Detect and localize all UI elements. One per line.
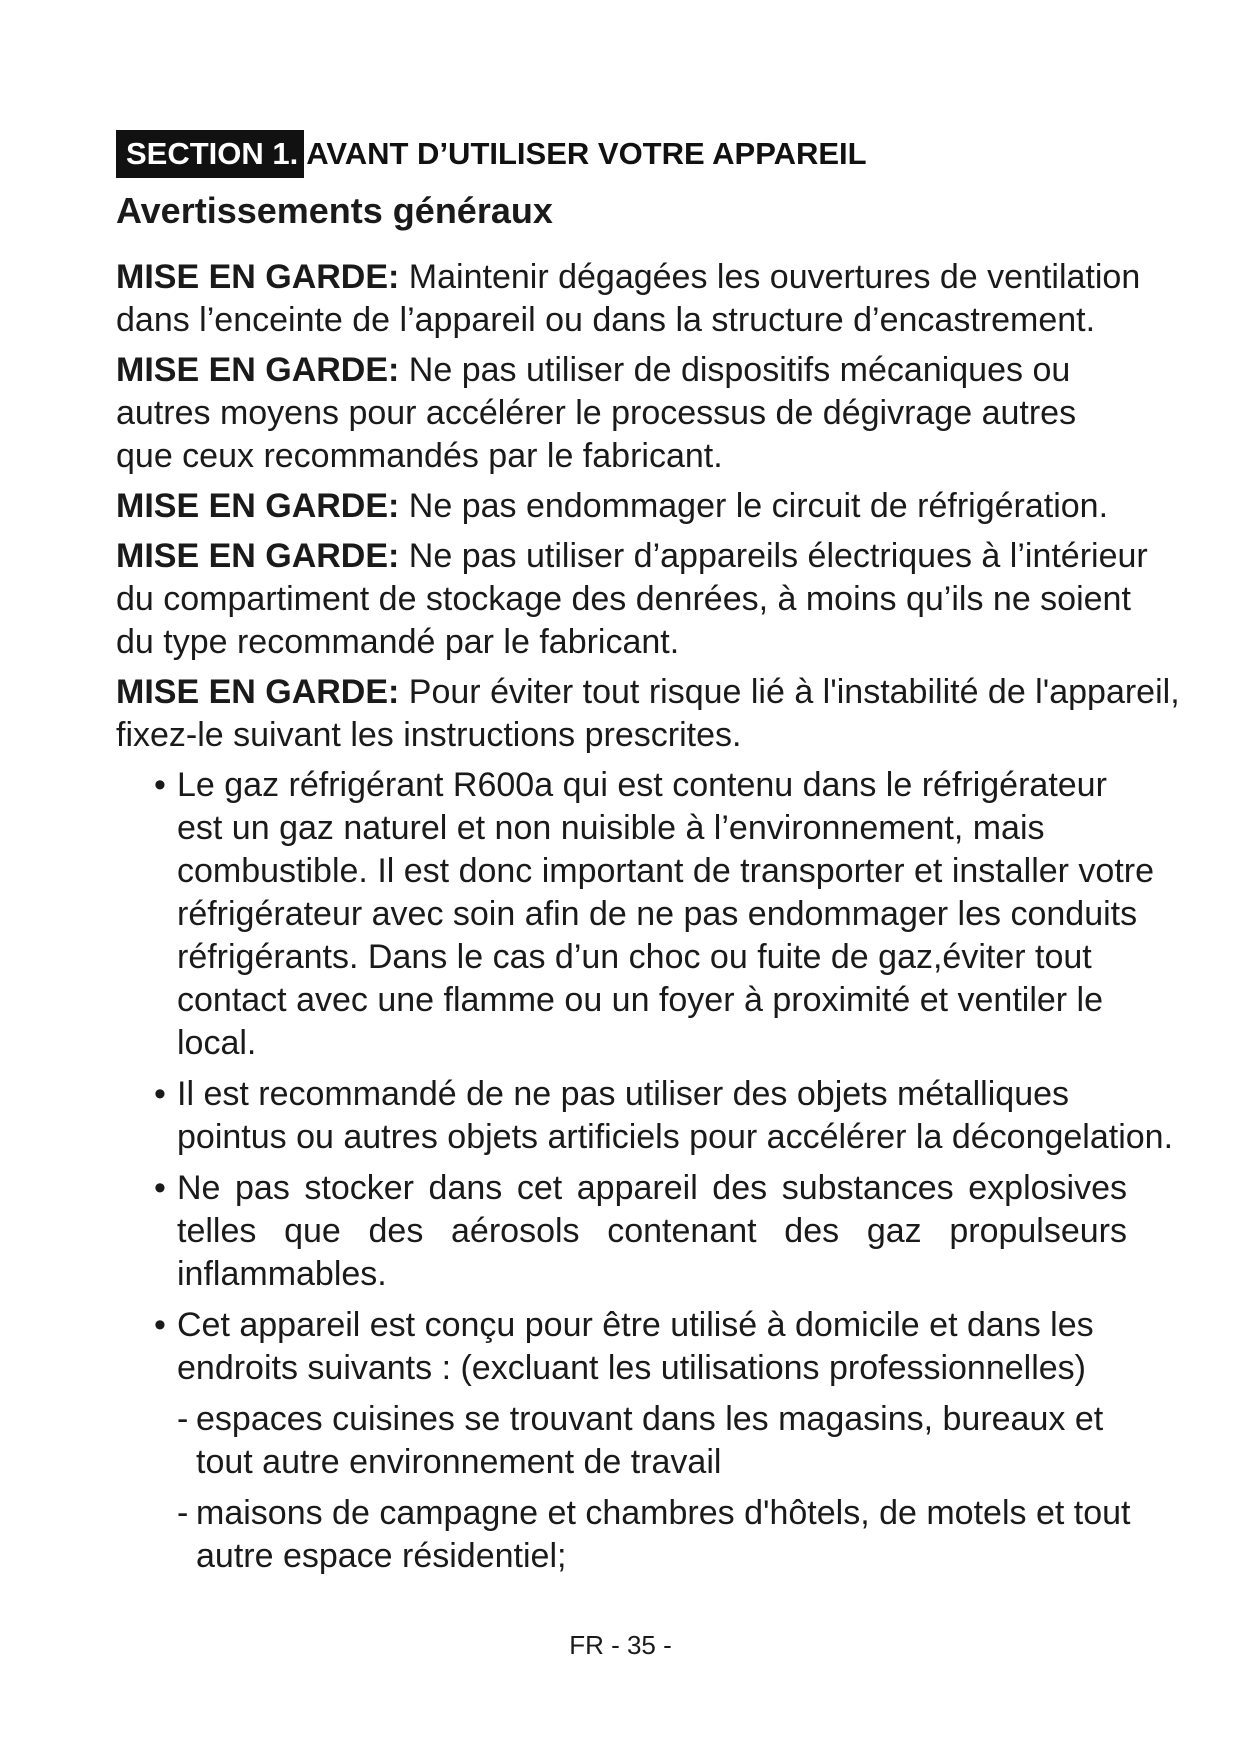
list-item-line: est un gaz naturel et non nuisible à l’environnement, mais xyxy=(177,809,1045,847)
list-item-line: combustible. Il est donc important de transporter et installer votre xyxy=(177,852,1155,890)
bullet-marker: • xyxy=(154,1169,166,1207)
warning-line: Maintenir dégagées les ouvertures de ventilation xyxy=(399,258,1141,296)
section-header xyxy=(116,130,867,178)
list-item-line: endroits suivants : (excluant les utilisations professionnelles) xyxy=(177,1349,1087,1387)
sub-list-item-line: maisons de campagne et chambres d'hôtels, de motels et tout xyxy=(196,1494,1131,1532)
page-subtitle: Avertissements généraux xyxy=(116,190,553,231)
section-title: AVANT D’UTILISER VOTRE APPAREIL xyxy=(306,136,867,171)
sub-list-item-line: autre espace résidentiel; xyxy=(196,1537,567,1575)
page-number: FR - 35 - xyxy=(569,1630,672,1660)
list-item xyxy=(116,1167,1241,1296)
warning-lead: MISE EN GARDE: xyxy=(116,258,400,296)
list-item xyxy=(116,1073,1241,1159)
warning-line: que ceux recommandés par le fabricant. xyxy=(116,437,723,475)
sub-list-item-line: tout autre environnement de travail xyxy=(196,1443,722,1481)
warning-line: du type recommandé par le fabricant. xyxy=(116,623,680,661)
warning-lead: MISE EN GARDE: xyxy=(116,673,400,711)
dash-marker: - xyxy=(177,1494,189,1532)
warning-line: Ne pas utiliser d’appareils électriques à l’intérieur xyxy=(399,537,1148,575)
list-item xyxy=(116,764,1241,1065)
warning-line: Pour éviter tout risque lié à l'instabilité de l'appareil, xyxy=(399,673,1180,711)
bullet-list xyxy=(116,764,1241,1578)
warning-line: Ne pas endommager le circuit de réfrigération. xyxy=(399,487,1109,525)
warning-lead: MISE EN GARDE: xyxy=(116,487,400,525)
sub-list-item xyxy=(116,1398,1241,1484)
warning-lead: MISE EN GARDE: xyxy=(116,537,400,575)
list-item xyxy=(116,1304,1241,1390)
warning-line: dans l’enceinte de l’appareil ou dans la structure d’encastrement. xyxy=(116,301,1096,339)
warning-line: du compartiment de stockage des denrées, à moins qu’ils ne soient xyxy=(116,580,1131,618)
list-item-line: contact avec une flamme ou un foyer à proximité et ventiler le xyxy=(177,981,1104,1019)
list-item-line: Il est recommandé de ne pas utiliser des objets métalliques xyxy=(177,1075,1070,1113)
section-badge: SECTION 1. xyxy=(116,130,304,178)
list-item-line: Le gaz réfrigérant R600a qui est contenu dans le réfrigérateur xyxy=(177,766,1107,804)
warning-lead: MISE EN GARDE: xyxy=(116,351,400,389)
list-item-line: pointus ou autres objets artificiels pour accélérer la décongelation. xyxy=(177,1118,1174,1156)
list-item-line: local. xyxy=(177,1024,257,1062)
list-item-line: Cet appareil est conçu pour être utilisé à domicile et dans les xyxy=(177,1306,1094,1344)
list-item-line: telles que des aérosols contenant des gaz propulseurs xyxy=(177,1212,1127,1250)
sub-list-item-line: espaces cuisines se trouvant dans les magasins, bureaux et xyxy=(196,1400,1104,1438)
bullet-marker: • xyxy=(154,1075,166,1113)
bullet-marker: • xyxy=(154,1306,166,1344)
warning-line: fixez-le suivant les instructions prescrites. xyxy=(116,716,742,754)
warning-paragraph xyxy=(116,535,1241,664)
warning-line: Ne pas utiliser de dispositifs mécaniques ou xyxy=(399,351,1071,389)
list-item-line: Ne pas stocker dans cet appareil des substances explosives xyxy=(177,1169,1127,1207)
warning-line: autres moyens pour accélérer le processus de dégivrage autres xyxy=(116,394,1077,432)
list-item-line: réfrigérateur avec soin afin de ne pas endommager les conduits xyxy=(177,895,1138,933)
warning-paragraph xyxy=(116,485,1241,528)
sub-list-item xyxy=(116,1492,1241,1578)
warning-paragraph xyxy=(116,256,1241,342)
list-item-line: réfrigérants. Dans le cas d’un choc ou fuite de gaz,éviter tout xyxy=(177,938,1092,976)
warning-paragraph xyxy=(116,349,1241,478)
list-item-line: inflammables. xyxy=(177,1255,387,1293)
dash-marker: - xyxy=(177,1400,189,1438)
body-text xyxy=(116,256,1241,1586)
bullet-marker: • xyxy=(154,766,166,804)
warning-paragraph xyxy=(116,671,1241,757)
